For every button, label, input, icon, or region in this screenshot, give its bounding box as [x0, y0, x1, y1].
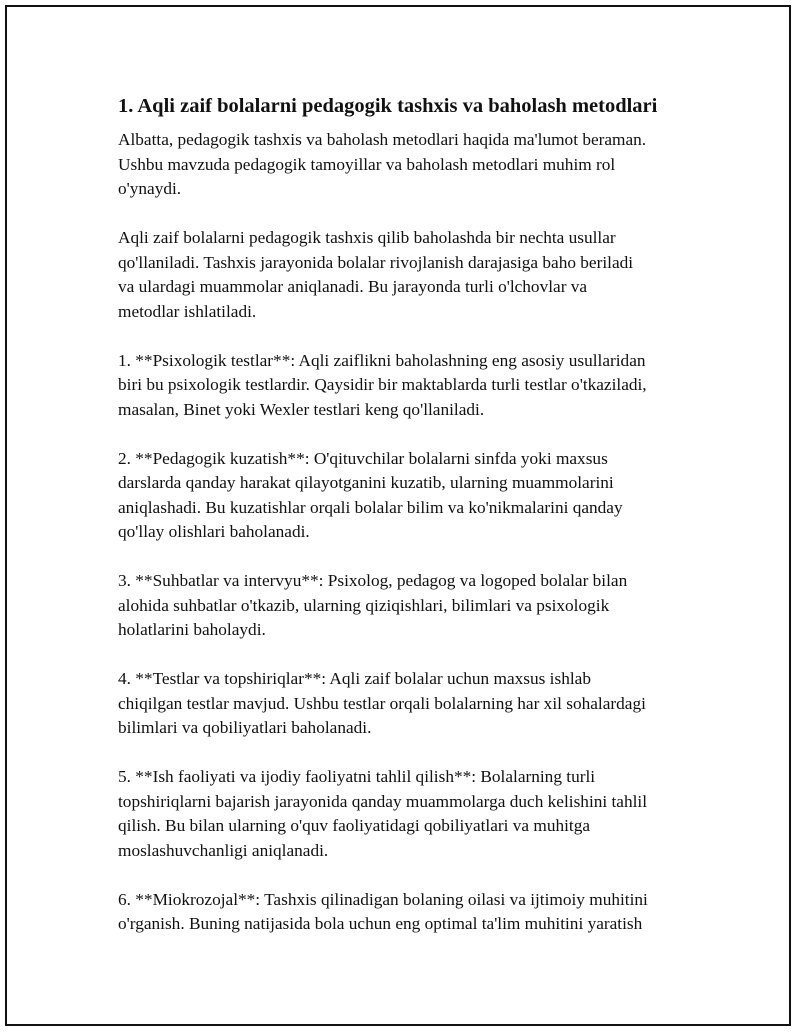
paragraph-line: o'rganish. Buning natijasida bola uchun eng optimal ta'lim muhitini yaratish: [118, 914, 643, 933]
paragraph-line: va ulardagi muammolar aniqlanadi. Bu jarayonda turli o'lchovlar va: [118, 277, 588, 296]
paragraph-line: qo'llaniladi. Tashxis jarayonida bolalar rivojlanish darajasiga baho beriladi: [118, 252, 634, 272]
paragraph: [118, 349, 703, 423]
paragraph-line: darslarda qanday harakat qilayotganini kuzatib, ularning muammolarini: [118, 473, 614, 492]
paragraph-line: Ushbu mavzuda pedagogik tamoyillar va baholash metodlari muhim rol: [118, 154, 616, 174]
paragraph-line: moslashuvchanligi aniqlanadi.: [118, 840, 329, 860]
paragraph: [118, 765, 703, 863]
paragraph-list: [118, 128, 703, 937]
paragraph: [118, 128, 703, 202]
paragraph-line: aniqlashadi. Bu kuzatishlar orqali bolalar bilim va ko'nikmalarini qanday: [118, 497, 623, 517]
document-page: [5, 5, 791, 1026]
paragraph-line: Aqli zaif bolalarni pedagogik tashxis qilib baholashda bir nechta usullar: [118, 228, 616, 247]
paragraph-line: 5. **Ish faoliyati va ijodiy faoliyatni tahlil qilish**: Bolalarning turli: [118, 767, 596, 786]
paragraph: [118, 888, 703, 937]
paragraph-line: biri bu psixologik testlardir. Qaysidir bir maktablarda turli testlar o'tkaziladi,: [118, 375, 647, 394]
paragraph-line: 3. **Suhbatlar va intervyu**: Psixolog, pedagog va logoped bolalar bilan: [118, 571, 628, 590]
paragraph-line: Albatta, pedagogik tashxis va baholash metodlari haqida ma'lumot beraman.: [118, 130, 647, 149]
paragraph-line: bilimlari va qobiliyatlari baholanadi.: [118, 718, 372, 737]
paragraph-line: 4. **Testlar va topshiriqlar**: Aqli zaif bolalar uchun maxsus ishlab: [118, 669, 591, 688]
paragraph-line: chiqilgan testlar mavjud. Ushbu testlar orqali bolalarning har xil sohalardagi: [118, 693, 646, 713]
paragraph-line: 2. **Pedagogik kuzatish**: O'qituvchilar bolalarni sinfda yoki maxsus: [118, 448, 608, 468]
paragraph: [118, 667, 703, 741]
paragraph-line: qo'llay olishlari baholanadi.: [118, 522, 310, 541]
paragraph-line: holatlarini baholaydi.: [118, 620, 266, 639]
paragraph-line: topshiriqlarni bajarish jarayonida qanday muammolarga duch kelishini tahlil: [118, 791, 648, 811]
paragraph-line: masalan, Binet yoki Wexler testlari keng qo'llaniladi.: [118, 399, 485, 419]
paragraph: [118, 569, 703, 643]
document-content: [118, 92, 703, 961]
paragraph-line: 6. **Miokrozojal**: Tashxis qilinadigan bolaning oilasi va ijtimoiy muhitini: [118, 889, 648, 909]
paragraph-line: alohida suhbatlar o'tkazib, ularning qiziqishlari, bilimlari va psixologik: [118, 595, 610, 615]
paragraph-line: 1. **Psixologik testlar**: Aqli zaiflikni baholashning eng asosiy usullaridan: [118, 350, 646, 370]
paragraph-line: metodlar ishlatiladi.: [118, 301, 257, 321]
paragraph: [118, 226, 703, 324]
paragraph: [118, 447, 703, 545]
section-heading: 1. Aqli zaif bolalarni pedagogik tashxis va baholash metodlari: [118, 95, 658, 117]
paragraph-line: qilish. Bu bilan ularning o'quv faoliyatidagi qobiliyatlari va muhitga: [118, 816, 591, 835]
paragraph-line: o'ynaydi.: [118, 179, 182, 198]
